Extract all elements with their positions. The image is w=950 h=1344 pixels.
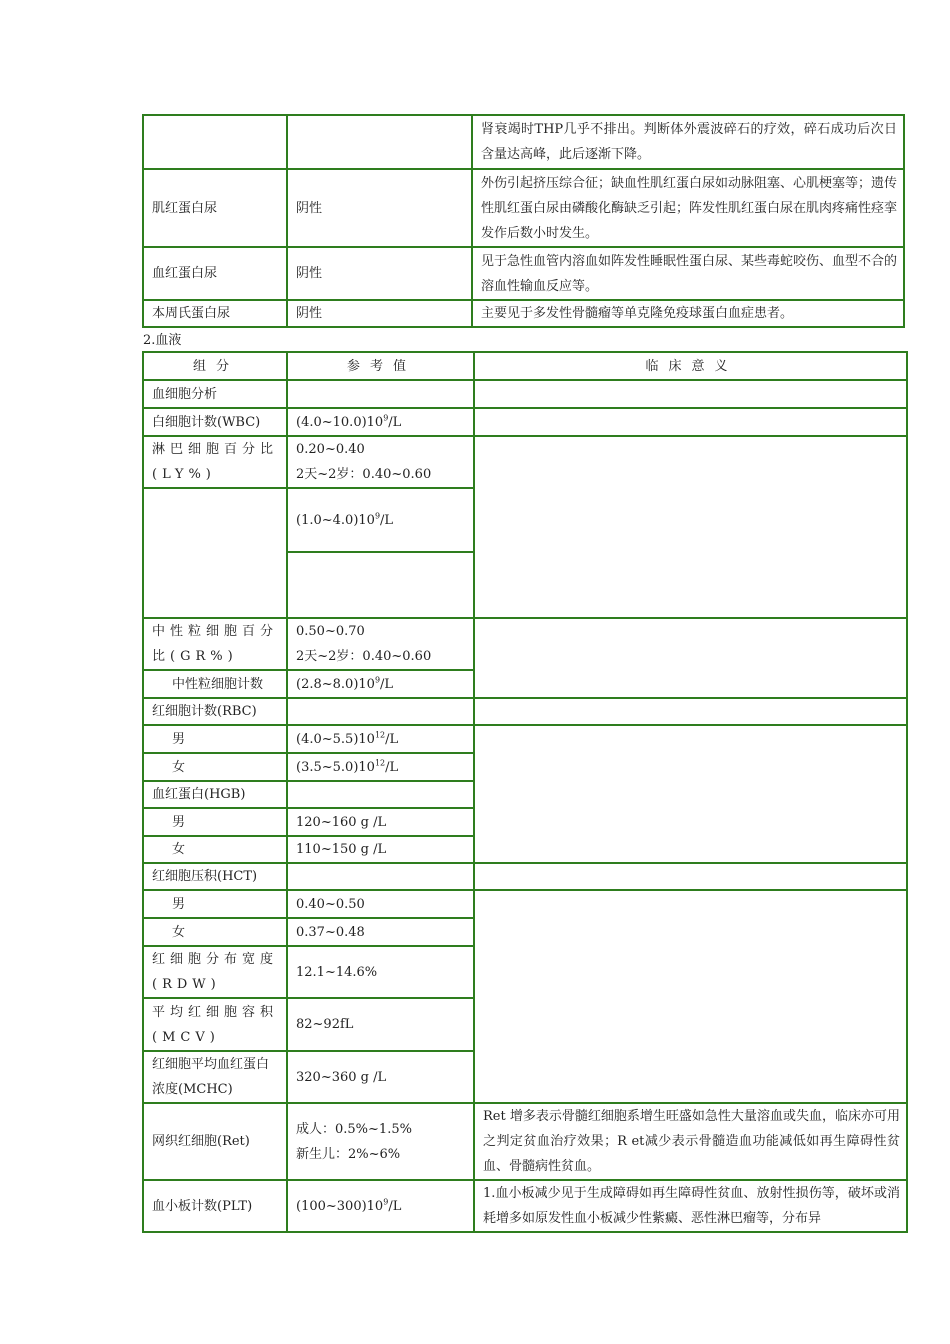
blood-test-table (142, 351, 908, 1233)
reference-cell: 320~360 g /L (287, 1051, 474, 1103)
component-cell: 平均红细胞容积(MCV) (143, 998, 287, 1051)
clinical-meaning-cell: 外伤引起挤压综合征；缺血性肌红蛋白尿如动脉阻塞、心肌梗塞等；遗传性肌红蛋白尿由磷酸化酶缺乏引起；阵发性肌红蛋白尿在肌肉疼痛性痉挛发作后数小时发生。 (472, 169, 904, 247)
reference-cell (287, 552, 474, 618)
reference-cell: 阴性 (287, 169, 472, 247)
component-cell: 红细胞压积(HCT) (143, 863, 287, 890)
component-cell: 血小板计数(PLT) (143, 1180, 287, 1232)
clinical-meaning-cell: 肾衰竭时THP几乎不排出。判断体外震波碎石的疗效，碎石成功后次日含量达高峰，此后逐渐下降。 (472, 115, 904, 169)
table-row (143, 436, 907, 488)
reference-cell: $(2.8\sim 8.0)10^9/L$ (287, 670, 474, 698)
clinical-meaning-cell: 1.血小板减少见于生成障碍如再生障碍性贫血、放射性损伤等，破坏或消耗增多如原发性血小板减少性紫癜、恶性淋巴瘤等，分布异 (474, 1180, 907, 1232)
reference-cell: 82~92fL (287, 998, 474, 1051)
reference-cell: 成人：0.5%~1.5% 新生儿：2%~6% (287, 1103, 474, 1180)
component-cell: 红细胞平均血红蛋白浓度(MCHC) (143, 1051, 287, 1103)
component-cell: 红细胞分布宽度(RDW) (143, 946, 287, 998)
clinical-meaning-cell (474, 408, 907, 436)
clinical-meaning-cell (474, 698, 907, 725)
clinical-meaning-cell (474, 436, 907, 618)
clinical-meaning-cell: 见于急性血管内溶血如阵发性睡眠性蛋白尿、某些毒蛇咬伤、血型不合的溶血性输血反应等。 (472, 247, 904, 300)
table-row (143, 408, 907, 436)
reference-cell (287, 698, 474, 725)
component-cell: 女 (143, 918, 287, 946)
component-cell: 本周氏蛋白尿 (143, 300, 287, 327)
table-row (143, 863, 907, 890)
component-cell: 红细胞计数(RBC) (143, 698, 287, 725)
table-row (143, 115, 904, 169)
reference-cell (287, 781, 474, 808)
header-component: 组分 (143, 352, 287, 380)
component-cell: 血红蛋白(HGB) (143, 781, 287, 808)
reference-cell: 阴性 (287, 300, 472, 327)
clinical-meaning-cell: Ret 增多表示骨髓红细胞系增生旺盛如急性大量溶血或失血，临床亦可用之判定贫血治疗效果；R et减少表示骨髓造血功能减低如再生障碍性贫血、骨髓病性贫血。 (474, 1103, 907, 1180)
reference-cell (287, 380, 474, 408)
reference-cell: 110~150 g /L (287, 836, 474, 863)
component-cell: 男 (143, 725, 287, 753)
reference-cell: 0.37~0.48 (287, 918, 474, 946)
reference-cell: $(100\sim 300)10^9/L$ (287, 1180, 474, 1232)
table-row (143, 300, 904, 327)
clinical-meaning-cell (474, 618, 907, 698)
reference-cell: 0.40~0.50 (287, 890, 474, 918)
reference-cell: $(1.0\sim 4.0)10^9/L$ (287, 488, 474, 552)
reference-cell: $(3.5\sim 5.0)10^{12}/L$ (287, 753, 474, 781)
table-row (143, 725, 907, 753)
table-row (143, 698, 907, 725)
reference-cell: 阴性 (287, 247, 472, 300)
clinical-meaning-cell (474, 725, 907, 863)
reference-cell (287, 115, 472, 169)
reference-cell: 0.50~0.70 2天~2岁：0.40~0.60 (287, 618, 474, 670)
clinical-meaning-cell (474, 863, 907, 890)
component-cell: 男 (143, 808, 287, 836)
component-cell (143, 488, 287, 618)
clinical-meaning-cell: 主要见于多发性骨髓瘤等单克隆免疫球蛋白血症患者。 (472, 300, 904, 327)
table-row (143, 247, 904, 300)
component-cell: 中性粒细胞计数 (143, 670, 287, 698)
section-title: 2.血液 (143, 333, 182, 348)
component-cell: 中性粒细胞百分比(GR%) (143, 618, 287, 670)
table-row (143, 890, 907, 918)
component-cell: 淋巴细胞百分比(LY%) (143, 436, 287, 488)
group-label: 血细胞分析 (143, 380, 287, 408)
reference-cell (287, 863, 474, 890)
table-row (143, 1180, 907, 1232)
component-cell: 男 (143, 890, 287, 918)
table-header-row (143, 352, 907, 380)
reference-cell: 12.1~14.6% (287, 946, 474, 998)
component-cell: 女 (143, 836, 287, 863)
header-reference: 参考值 (287, 352, 474, 380)
component-cell: 女 (143, 753, 287, 781)
reference-cell: 0.20~0.40 2天~2岁：0.40~0.60 (287, 436, 474, 488)
component-cell: 白细胞计数(WBC) (143, 408, 287, 436)
reference-cell: $(4.0\sim 10.0)10^9/L$ (287, 408, 474, 436)
clinical-meaning-cell (474, 890, 907, 1103)
component-cell: 肌红蛋白尿 (143, 169, 287, 247)
header-clinical-meaning: 临床意义 (474, 352, 907, 380)
component-cell: 网织红细胞(Ret) (143, 1103, 287, 1180)
table-row (143, 380, 907, 408)
urine-protein-table (142, 114, 905, 328)
reference-cell: $(4.0\sim 5.5)10^{12}/L$ (287, 725, 474, 753)
component-cell (143, 115, 287, 169)
clinical-meaning-cell (474, 380, 907, 408)
reference-cell: 120~160 g /L (287, 808, 474, 836)
table-row (143, 169, 904, 247)
table-row (143, 1103, 907, 1180)
table-row (143, 618, 907, 670)
component-cell: 血红蛋白尿 (143, 247, 287, 300)
